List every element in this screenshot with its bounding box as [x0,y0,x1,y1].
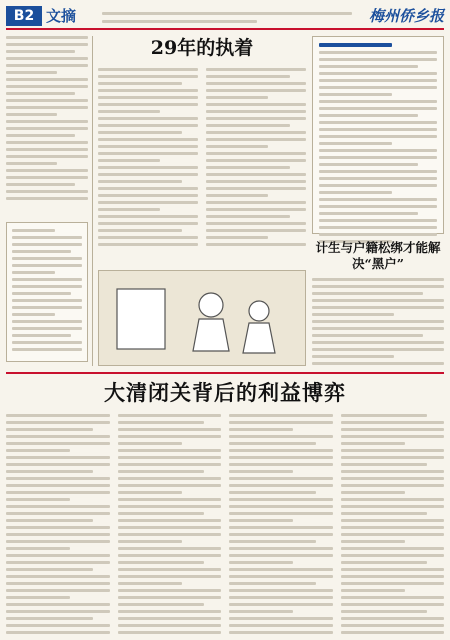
cartoon-figures-icon [99,271,305,365]
masthead [6,4,444,30]
cartoon-illustration [98,270,306,366]
main-top-story [98,36,306,268]
bottom-story [6,380,444,634]
section-name: 文摘 [46,7,77,25]
masthead-meta-placeholder [102,6,352,26]
column-divider [92,36,93,366]
left-column-top [6,36,88,216]
page-tag: B2 [6,6,42,26]
newspaper-logo: 梅州侨乡报 [368,7,444,25]
left-sidebar-box [6,222,88,362]
main-top-headline: 29年的执着 [150,37,254,59]
middle-right-story [312,240,444,366]
middle-right-headline: 计生与户籍松绑才能解决“黑户” [315,240,441,271]
right-editorial-box [312,36,444,234]
bottom-headline: 大清闭关背后的利益博弈 [104,380,346,405]
section-rule [6,372,444,374]
